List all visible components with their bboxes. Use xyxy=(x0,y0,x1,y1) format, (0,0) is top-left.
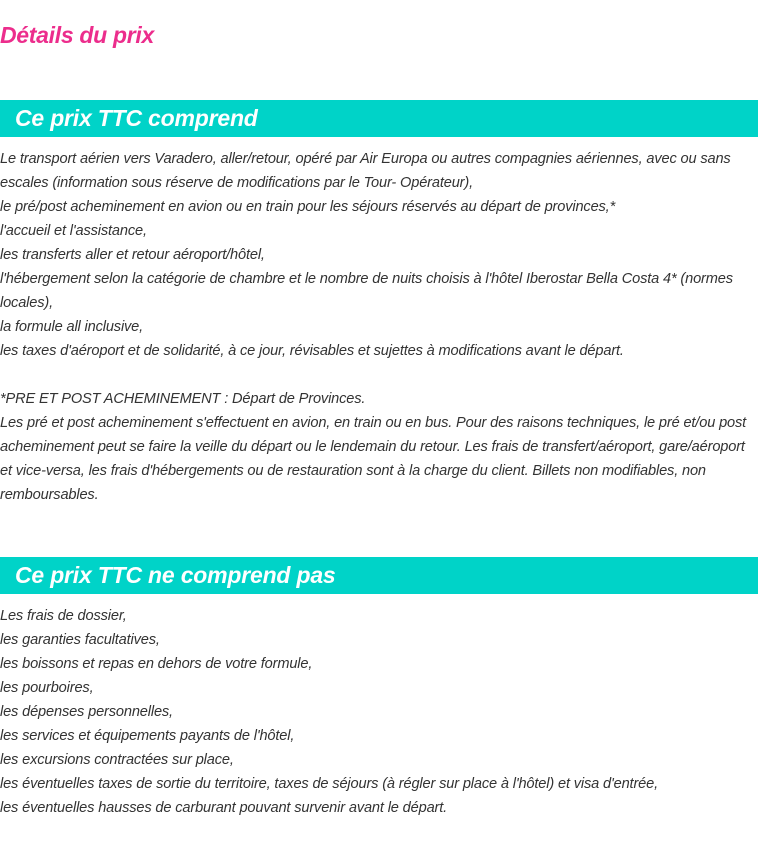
excluded-item: les éventuelles taxes de sortie du territoire, taxes de séjours (à régler sur place à l'hôtel) et visa d'entrée, xyxy=(0,776,658,792)
excluded-item: les garanties facultatives, xyxy=(0,632,160,648)
excluded-item: les services et équipements payants de l'hôtel, xyxy=(0,728,295,744)
excluded-item: les dépenses personnelles, xyxy=(0,704,173,720)
excluded-section xyxy=(0,604,758,820)
included-item: l'hébergement selon la catégorie de chambre et le nombre de nuits choisis à l'hôtel Iberostar Bella Costa 4* (normes locales), xyxy=(0,271,733,311)
included-item: l'accueil et l'assistance, xyxy=(0,223,147,239)
page-title: Détails du prix xyxy=(0,22,154,48)
excluded-item: les pourboires, xyxy=(0,680,94,696)
note-title: *PRE ET POST ACHEMINEMENT : Départ de Provinces. xyxy=(0,391,366,407)
included-item: la formule all inclusive, xyxy=(0,319,144,335)
excluded-item: les éventuelles hausses de carburant pouvant survenir avant le départ. xyxy=(0,800,448,816)
excluded-section-header: Ce prix TTC ne comprend pas xyxy=(0,557,758,594)
included-section xyxy=(0,147,758,507)
included-item: les taxes d'aéroport et de solidarité, à ce jour, révisables et sujettes à modifications avant le départ. xyxy=(0,343,624,359)
included-item: Le transport aérien vers Varadero, aller/retour, opéré par Air Europa ou autres compagnies aériennes, avec ou sans escales (information sous réserve de modifications par le Tour- Opérateur), xyxy=(0,151,731,191)
excluded-item: les boissons et repas en dehors de votre formule, xyxy=(0,656,313,672)
included-item: le pré/post acheminement en avion ou en train pour les séjours réservés au départ de provinces,* xyxy=(0,199,616,215)
excluded-item: Les frais de dossier, xyxy=(0,608,127,624)
included-item: les transferts aller et retour aéroport/hôtel, xyxy=(0,247,265,263)
spacer xyxy=(0,363,758,387)
excluded-item: les excursions contractées sur place, xyxy=(0,752,234,768)
note-text: Les pré et post acheminement s'effectuent en avion, en train ou en bus. Pour des raisons techniques, le pré et/ou post acheminement peut se faire la veille du départ ou le lendemain du retour. Les frais de transfert/aéroport, gare/aéroport et vice-versa, les frais d'hébergements ou de restauration sont à la charge du client. Billets non modifiables, non remboursables. xyxy=(0,415,747,503)
included-section-header: Ce prix TTC comprend xyxy=(0,100,758,137)
